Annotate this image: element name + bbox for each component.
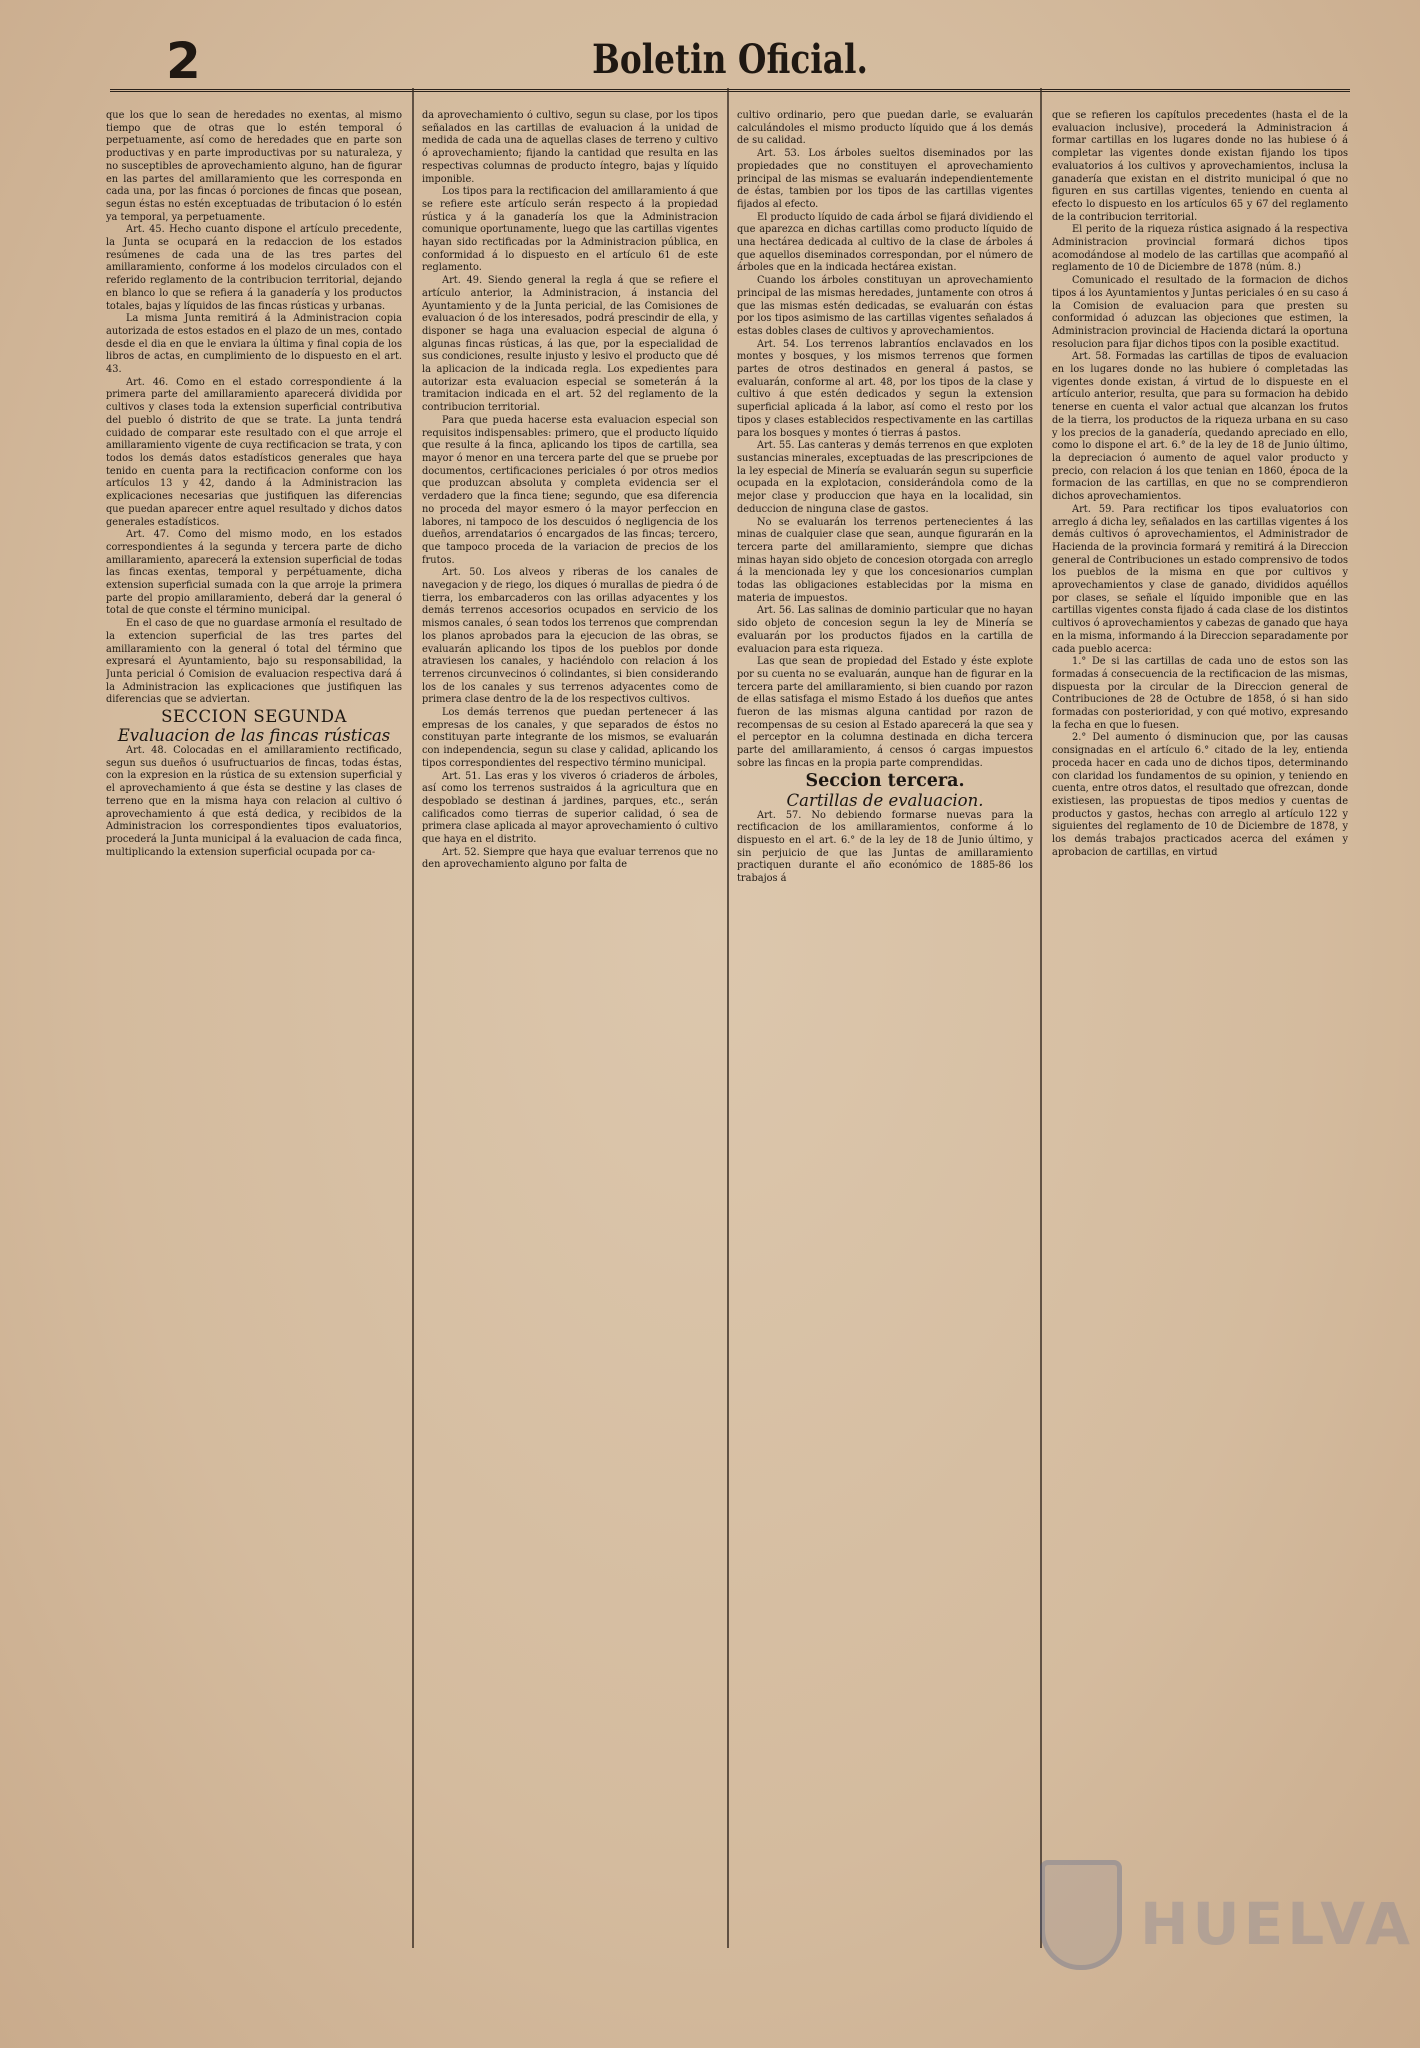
paragraph: Art. 52. Siempre que haya que evaluar terrenos que no den aprovechamiento alguno por falta de	[422, 846, 718, 871]
paragraph: Art. 59. Para rectificar los tipos evaluatorios con arreglo á dicha ley, señalados en las cartillas vigentes á los demás cultivos ó aprovechamientos, el Administrador de Hacienda de la provincia formará y remitirá á la Direccion general de Contribuciones un estado comprensivo de todos los pueblos de la misma en que por cultivos y aprovechamientos y clase de ganado, divididos aquéllos por clases, se señale el líquido imponible que en las cartillas vigentes consta fijado á cada clase de los distintos cultivos ó aprovechamientos y cabezas de ganado que haya en la misma, informando á la Direccion separadamente por cada pueblo acerca:	[1052, 503, 1348, 655]
paragraph: El perito de la riqueza rústica asignado á la respectiva Administracion provincial formará dichos tipos acomodándose al modelo de las cartillas que acompañó al reglamento de 10 de Diciembre de 1878 (núm. 8.)	[1052, 224, 1348, 274]
text-column-3	[737, 110, 1033, 1990]
paragraph: El producto líquido de cada árbol se fijará dividiendo el que aparezca en dichas cartillas como producto líquido de una hectárea dedicada al cultivo de la clase de árboles á que aquellos diseminados correspondan, por el número de árboles que en la indicada hectárea existan.	[737, 211, 1033, 274]
paragraph: 2.° Del aumento ó disminucion que, por las causas consignadas en el artículo 6.° citado de la ley, entienda proceda hacer en cada uno de dichos tipos, determinando con claridad los fundamentos de su opinion, y teniendo en cuenta, entre otros datos, el resultado que ofrezcan, donde existiesen, las propuestas de tipos medios y cuentas de productos y gastos, hechas con arreglo al artículo 122 y siguientes del reglamento de 10 de Diciembre de 1878, y los demás trabajos practicados acerca del exámen y aprobacion de cartillas, en virtud	[1052, 732, 1348, 858]
library-watermark	[1040, 1840, 1415, 2020]
paragraph: Art. 54. Los terrenos labrantíos enclavados en los montes y bosques, y los mismos terrenos que formen partes de otros destinados en general á pastos, se evaluarán, conforme al art. 48, por los tipos de la clase y cultivo á que estén dedicados y segun la extension superficial aplicada á la labor, así como el resto por los tipos y clases establecidos respectivamente en las cartillas para los bosques y montes ó tierras á pastos.	[737, 338, 1033, 439]
paragraph: Art. 49. Siendo general la regla á que se refiere el artículo anterior, la Administracion, á instancia del Ayuntamiento y de la Junta pericial, de las Comisiones de evaluacion ó de los interesados, podrá prescindir de ella, y disponer se haga una evaluacion especial de alguna ó algunas fincas rústicas, á las que, por la especialidad de sus condiciones, resulte injusto y lesivo el producto que dé la aplicacion de la indicada regla. Los expedientes para autorizar esta evaluacion especial se someterán á la tramitacion indicada en el art. 52 del reglamento de la contribucion territorial.	[422, 275, 718, 414]
paragraph: Para que pueda hacerse esta evaluacion especial son requisitos indispensables: primero, que el producto líquido que resulte á la finca, aplicando los tipos de cartilla, sea mayor ó menor en una tercera parte del que se pruebe por documentos, certificaciones periciales ó por otros medios que produzcan absoluta y completa evidencia ser el verdadero que la finca tiene; segundo, que esa diferencia no proceda del mayor esmero ó la mayor perfeccion en labores, ni tampoco de los descuidos ó negligencia de los dueños, arrendatarios ó encargados de las fincas; tercero, que tampoco proceda de la variacion de precios de los frutos.	[422, 414, 718, 566]
paragraph: que los que lo sean de heredades no exentas, al mismo tiempo que de otras que lo estén temporal ó perpetuamente, así como de heredades que en parte son productivas y en parte improductivas por su naturaleza, y no susceptibles de aprovechamiento alguno, han de figurar en las partes del amillaramiento que les corresponda en cada una, por las fincas ó porciones de fincas que posean, segun éstas no estén exceptuadas de tributacion ó lo estén ya temporal, ya perpetuamente.	[106, 110, 402, 223]
paragraph: cultivo ordinario, pero que puedan darle, se evaluarán calculándoles el mismo producto líquido que á los demás de su calidad.	[737, 110, 1033, 147]
paragraph: No se evaluarán los terrenos pertenecientes á las minas de cualquier clase que sean, aunque figurarán en la tercera parte del amillaramiento, siempre que dichas minas hayan sido objeto de concesion otorgada con arreglo á la mencionada ley y que los concesionarios cumplan todas las obligaciones establecidas por la misma en materia de impuestos.	[737, 516, 1033, 604]
section-heading: Seccion tercera.	[805, 770, 965, 791]
section-heading: SECCION SEGUNDA	[161, 707, 347, 727]
paragraph: da aprovechamiento ó cultivo, segun su clase, por los tipos señalados en las cartillas de evaluacion á la unidad de medida de cada una de aquellas clases de terreno y cultivo ó aprovechamiento; fijando la cantidad que resulta en las respectivas columnas de producto íntegro, bajas y líquido imponible.	[422, 110, 718, 185]
paragraph: Los tipos para la rectificacion del amillaramiento á que se refiere este artículo serán respecto á la propiedad rústica y á la ganadería los que la Administracion comunique oportunamente, luego que las cartillas vigentes hayan sido rectificadas por la Administracion pública, en conformidad á lo dispuesto en el artículo 61 de este reglamento.	[422, 186, 718, 274]
text-column-4	[1052, 110, 1348, 1990]
page-header	[110, 30, 1350, 92]
paragraph: Las que sean de propiedad del Estado y éste explote por su cuenta no se evaluarán, aunque han de figurar en la tercera parte del amillaramiento, si bien cuando por razon de ellas satisfaga el mismo Estado á los dueños que antes fueron de las mismas alguna cantidad por razon de recompensas de su cesion al Estado aparecerá la que sea y el perceptor en la columna destinada en dicha tercera parte del amillaramiento, á censos ó cargas impuestos sobre las fincas en la propia parte comprendidas.	[737, 656, 1033, 769]
paragraph: Comunicado el resultado de la formacion de dichos tipos á los Ayuntamientos y Juntas periciales ó en su caso á la Comision de evaluacion para que presten su conformidad ó aduzcan las objeciones que estimen, la Administracion provincial de Hacienda dictará la oportuna resolucion para fijar dichos tipos con la posible exactitud.	[1052, 275, 1348, 350]
paragraph: Art. 58. Formadas las cartillas de tipos de evaluacion en los lugares donde no las hubiere ó completadas las vigentes donde existan, á virtud de lo dispueste en el artículo anterior, resulta, que para su formacion ha debido tenerse en cuenta el valor actual que alcanzan los frutos de la tierra, los productos de la riqueza urbana en su caso y los precios de la ganadería, quedando apreciado en ello, como lo dispone el art. 6.° de la ley de 18 de Junio último, la depreciacion ó aumento de aquel valor producto y precio, con relacion á los que tenian en 1860, época de la formacion de las cartillas, en que no se comprendieron dichos aprovechamientos.	[1052, 351, 1348, 503]
paragraph: que se refieren los capítulos precedentes (hasta el de la evaluacion inclusive), procederá la Administracion á formar cartillas en los lugares donde no las hubiese ó á completar las vigentes donde existan fijando los tipos evaluatorios á los cultivos y aprovechamientos, inclusa la ganadería que existan en el distrito municipal ó que no figuren en sus cartillas vigentes, teniendo en cuenta al efecto lo dispuesto en los artículos 65 y 67 del reglamento de la contribucion territorial.	[1052, 110, 1348, 223]
paragraph: Art. 46. Como en el estado correspondiente á la primera parte del amillaramiento aparecerá dividida por cultivos y clases toda la extension superficial contributiva del pueblo ó distrito de que se trate. La junta tendrá cuidado de comparar este resultado con el que arroje el amillaramiento vigente de cuya rectificacion se trata, y con todos los demás datos estadísticos generales que haya tenido en cuenta para la rectificacion conforme con los artículos 13 y 42, dando á la Administracion las explicaciones necesarias que justifiquen las diferencias que puedan aparecer entre aquel resultado y dichos datos generales estadísticos.	[106, 376, 402, 528]
paragraph: Art. 47. Como del mismo modo, en los estados correspondientes á la segunda y tercera parte de dicho amillaramiento, aparecerá la extension superficial de todas las fincas exentas, temporal y perpétuamente, dicha extension superficial sumada con la que arroje la primera parte del propio amillaramiento, deberá dar la general ó total de que conste el término municipal.	[106, 529, 402, 617]
article-columns	[106, 110, 1350, 1990]
page-number: 2	[166, 32, 201, 90]
paragraph: La misma Junta remitirá á la Administracion copia autorizada de estos estados en el plazo de un mes, contado desde el dia en que le enviara la última y final copia de los libros de actas, en cumplimiento de lo dispuesto en el art. 43.	[106, 313, 402, 376]
paragraph: 1.° De si las cartillas de cada uno de estos son las formadas á consecuencia de la rectificacion de las mismas, dispuesta por la circular de la Direccion general de Contribuciones de 28 de Octubre de 1858, ó si han sido formadas con posterioridad, y con qué motivo, expresando la fecha en que lo fuesen.	[1052, 656, 1348, 731]
paragraph: Art. 45. Hecho cuanto dispone el artículo precedente, la Junta se ocupará en la redaccion de los estados resúmenes de cada una de las tres partes del amillaramiento, conforme á los modelos circulados con el referido reglamento de la contribucion territorial, dejando en blanco lo que se refiera á la ganadería y los productos totales, bajas y líquidos de las fincas rústicas y urbanas.	[106, 224, 402, 312]
paragraph: Los demás terrenos que puedan pertenecer á las empresas de los canales, y que separados de éstos no constituyan parte integrante de los mismos, se evaluarán con independencia, segun su clase y calidad, aplicando los tipos correspondientes del respectivo término municipal.	[422, 707, 718, 769]
paragraph: Art. 53. Los árboles sueltos diseminados por las propiedades que no constituyen el aprovechamiento principal de las mismas se evaluarán independientemente de éstas, tambien por los tipos de las cartillas vigentes fijados al efecto.	[737, 148, 1033, 210]
paragraph: Art. 57. No debiendo formarse nuevas para la rectificacion de los amillaramientos, conforme á lo dispuesto en el art. 6.° de la ley de 18 de Junio último, y sin perjuicio de que las Juntas de amillaramiento practiquen durante el año económico de 1885-86 los trabajos á	[737, 809, 1033, 885]
paragraph: En el caso de que no guardase armonía el resultado de la extencion superficial de las tres partes del amillaramiento con la general ó total del término que expresará el Ayuntamiento, bajo su responsabilidad, la Junta pericial ó Comision de evaluacion respectiva dará á la Administracion las explicaciones que justifiquen las diferencias que se adviertan.	[106, 618, 402, 706]
paragraph: Cuando los árboles constituyan un aprovechamiento principal de las mismas heredades, juntamente con otros á que las mismas estén dedicadas, se evaluarán con éstas por los tipos asimismo de las cartillas vigentes señalados á estas dobles clases de cultivos y aprovechamientos.	[737, 275, 1033, 337]
section-subtitle: Evaluacion de las fincas rústicas	[117, 726, 391, 746]
paragraph: Art. 48. Colocadas en el amillaramiento rectificado, segun sus dueños ó usufructuarios de fincas, todas éstas, con la expresion en la rústica de su extension superficial y el aprovechamiento á que ésta se destine y las clases de terreno que en la misma haya con relacion al cultivo ó aprovechamiento á que está dedica, y recibidos de la Administracion los correspondientes tipos evaluatorios, procederá la Junta municipal á la evaluacion de cada finca, multiplicando la extension superficial ocupada por ca-	[106, 745, 402, 858]
paragraph: Art. 51. Las eras y los viveros ó criaderos de árboles, así como los terrenos sustraidos á la agricultura que en despoblado se destinan á jardines, parques, etc., serán calificados como tierras de superior calidad, ó sea de primera clase aplicada al mayor aprovechamiento ó cultivo que haya en el distrito.	[422, 770, 718, 846]
newspaper-title: Boletin Oficial.	[592, 36, 868, 83]
paragraph: Art. 56. Las salinas de dominio particular que no hayan sido objeto de concesion segun la ley de Minería se evaluarán por los productos fijados en la cartilla de evaluacion para esta riqueza.	[737, 605, 1033, 655]
text-column-2	[422, 110, 718, 1990]
shield-watermark-icon	[1040, 1860, 1122, 1970]
watermark-text: HUELVA	[1140, 1890, 1415, 1958]
section-subtitle: Cartillas de evaluacion.	[786, 790, 984, 810]
paragraph: Art. 55. Las canteras y demás terrenos en que exploten sustancias minerales, exceptuadas de las prescripciones de la ley especial de Minería se evaluarán segun su superficie ocupada en la explotacion, considerándola como de la mejor clase y produccion que haya en la localidad, sin deduccion de ninguna clase de gastos.	[737, 440, 1033, 515]
text-column-1	[106, 110, 402, 1990]
paragraph: Art. 50. Los alveos y riberas de los canales de navegacion y de riego, los diques ó murallas de piedra ó de tierra, los embarcaderos con las orillas adyacentes y los demás terrenos accesorios ocupados en servicio de los mismos canales, ó sean todos los terrenos que comprendan los planos aprobados para la ejecucion de las obras, se evaluarán aplicando los tipos de los pueblos por donde atraviesen los canales, y haciéndolo con relacion á los terrenos circunvecinos ó colindantes, si bien considerando los de los canales y sus terrenos adyacentes como de primera clase dentro de la de los respectivos cultivos.	[422, 567, 718, 706]
